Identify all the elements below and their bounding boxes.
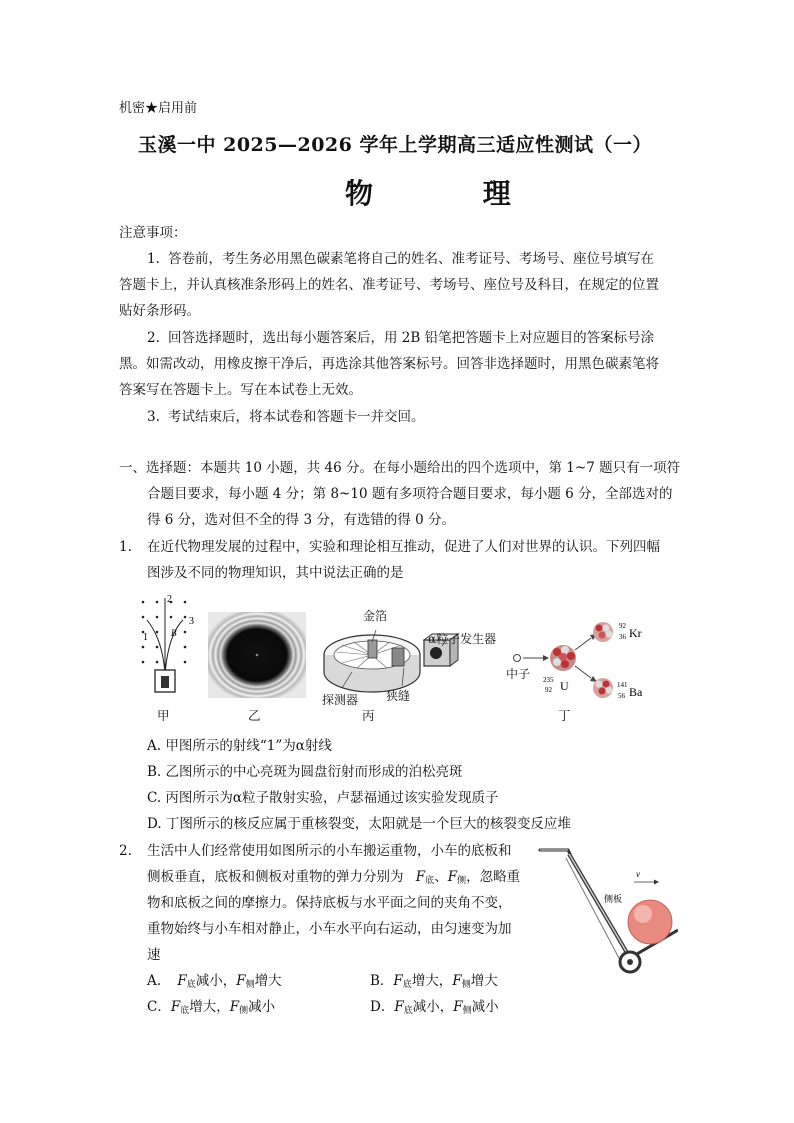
figure-yi-caption: 乙	[248, 708, 261, 723]
u-symbol: U	[560, 679, 569, 693]
q1-option-c[interactable]: C. 丙图所示为α粒子散射实验，卢瑟福通过该实验发现质子	[147, 790, 499, 806]
kr-atomic-number: 36	[619, 633, 626, 641]
ba-mass-number: 141	[617, 681, 628, 689]
q1-stem-line-1: 在近代物理发展的过程中，实验和理论相互推动，促进了人们对世界的认识。下列四幅	[147, 539, 660, 555]
krypton-nucleus	[593, 622, 613, 642]
q2-option-c[interactable]: C．$F_底$增大，$F_侧$减小	[147, 999, 276, 1016]
note-1-line-3: 贴好条形码。	[119, 303, 200, 319]
ba-atomic-number: 56	[618, 692, 625, 700]
ray-1-label: 1	[143, 632, 148, 643]
neutron-label: 中子	[506, 667, 531, 681]
note-1-line-1: 答卷前，考生务必用黑色碳素笔将自己的姓名、准考证号、考场号、座位号填写在	[168, 251, 654, 267]
q2-option-d[interactable]: D．$F_底$减小，$F_侧$减小	[370, 999, 499, 1016]
uranium-nucleus	[550, 645, 576, 671]
q1-option-a[interactable]: A. 甲图所示的射线“1”为α射线	[147, 738, 332, 754]
notes-heading: 注意事项：	[119, 225, 187, 241]
q2-stem-line-3: 物和底板之间的摩擦力。保持底板与水平面之间的夹角不变，	[147, 895, 512, 911]
note-1-number: 1.	[147, 251, 160, 267]
u-mass-number: 235	[543, 676, 554, 684]
ba-symbol: Ba	[629, 685, 643, 699]
figure-jia	[135, 590, 195, 715]
figure-ding-caption: 丁	[558, 708, 571, 723]
q2-option-b[interactable]: B．$F_底$增大，$F_侧$增大	[370, 973, 498, 990]
note-2-number: 2.	[147, 330, 160, 346]
gold-foil-label: 金箔	[363, 609, 388, 623]
slit-label: 狭缝	[386, 689, 411, 703]
subject-title: 物 理	[345, 177, 561, 210]
force-separator: 、	[434, 869, 448, 885]
q2-number: 2.	[119, 843, 132, 859]
q2-stem-line-2-suffix: ，忽略重	[466, 869, 521, 885]
f-side: $F_侧$	[447, 869, 467, 886]
q1-stem-line-2: 图涉及不同的物理知识，其中说法正确的是	[147, 565, 404, 581]
kr-symbol: Kr	[629, 626, 642, 640]
note-2-line-1: 回答选择题时，选出每小题答案后，用 2B 铅笔把答题卡上对应题目的答案标号涂	[168, 330, 655, 346]
figure-hand-truck	[538, 840, 678, 980]
note-2-line-2: 黑。如需改动，用橡皮擦干净后，再选涂其他答案标号。回答非选择题时，用黑色碳素笔将	[119, 356, 659, 372]
ray-2-label: 2	[167, 594, 172, 605]
detector-label: 探测器	[322, 693, 359, 707]
u-atomic-number: 92	[545, 686, 552, 694]
note-3-number: 3.	[147, 409, 160, 425]
figure-ding	[505, 612, 655, 707]
exam-title: 玉溪一中 2025—2026 学年上学期高三适应性测试（一）	[138, 134, 652, 156]
ray-3-label: 3	[189, 616, 194, 627]
figure-bing-caption: 丙	[362, 708, 375, 723]
side-board-label: 侧板	[604, 894, 623, 904]
q1-option-b[interactable]: B. 乙图所示的中心亮斑为圆盘衍射而形成的泊松亮斑	[147, 764, 463, 780]
barium-nucleus	[593, 678, 613, 698]
alpha-source-label: α粒子发生器	[428, 632, 497, 646]
q2-option-a[interactable]: A. $F_底$减小，$F_侧$增大	[147, 973, 282, 990]
q2-stem-line-1: 生活中人们经常使用如图所示的小车搬运重物，小车的底板和	[147, 843, 512, 859]
figure-yi	[208, 612, 306, 698]
section1-line-2: 合题目要求，每小题 4 分；第 8~10 题有多项符合题目要求，每小题 6 分，全部选对的	[147, 486, 673, 502]
q1-option-d[interactable]: D. 丁图所示的核反应属于重核裂变，太阳就是一个巨大的核裂变反应堆	[147, 816, 571, 832]
velocity-label: v	[636, 869, 640, 879]
section1-line-1: 一、选择题：本题共 10 小题，共 46 分。在每小题给出的四个选项中，第 1~7 题只有一项符	[119, 460, 681, 476]
field-b-label: B	[171, 628, 177, 638]
kr-mass-number: 92	[619, 622, 626, 630]
q1-number: 1.	[119, 539, 132, 555]
q2-stem-line-4: 重物始终与小车相对静止，小车水平向右运动，由匀速变为加	[147, 921, 512, 937]
note-2-line-3: 答案写在答题卡上。写在本试卷上无效。	[119, 382, 362, 398]
q2-stem-line-5: 速	[147, 947, 161, 963]
figure-jia-caption: 甲	[157, 708, 170, 723]
q2-stem-line-2-text: 侧板垂直，底板和侧板对重物的弹力分别为	[147, 869, 404, 885]
confidential-label: 机密★启用前	[119, 101, 198, 116]
f-bottom: $F_底$	[415, 869, 435, 886]
note-1-line-2: 答题卡上，并认真核准条形码上的姓名、准考证号、考场号、座位号及科目，在规定的位置	[119, 277, 659, 293]
note-3-line-1: 考试结束后，将本试卷和答题卡一并交回。	[168, 409, 425, 425]
section1-line-3: 得 6 分，选对但不全的得 3 分，有选错的得 0 分。	[147, 512, 456, 528]
